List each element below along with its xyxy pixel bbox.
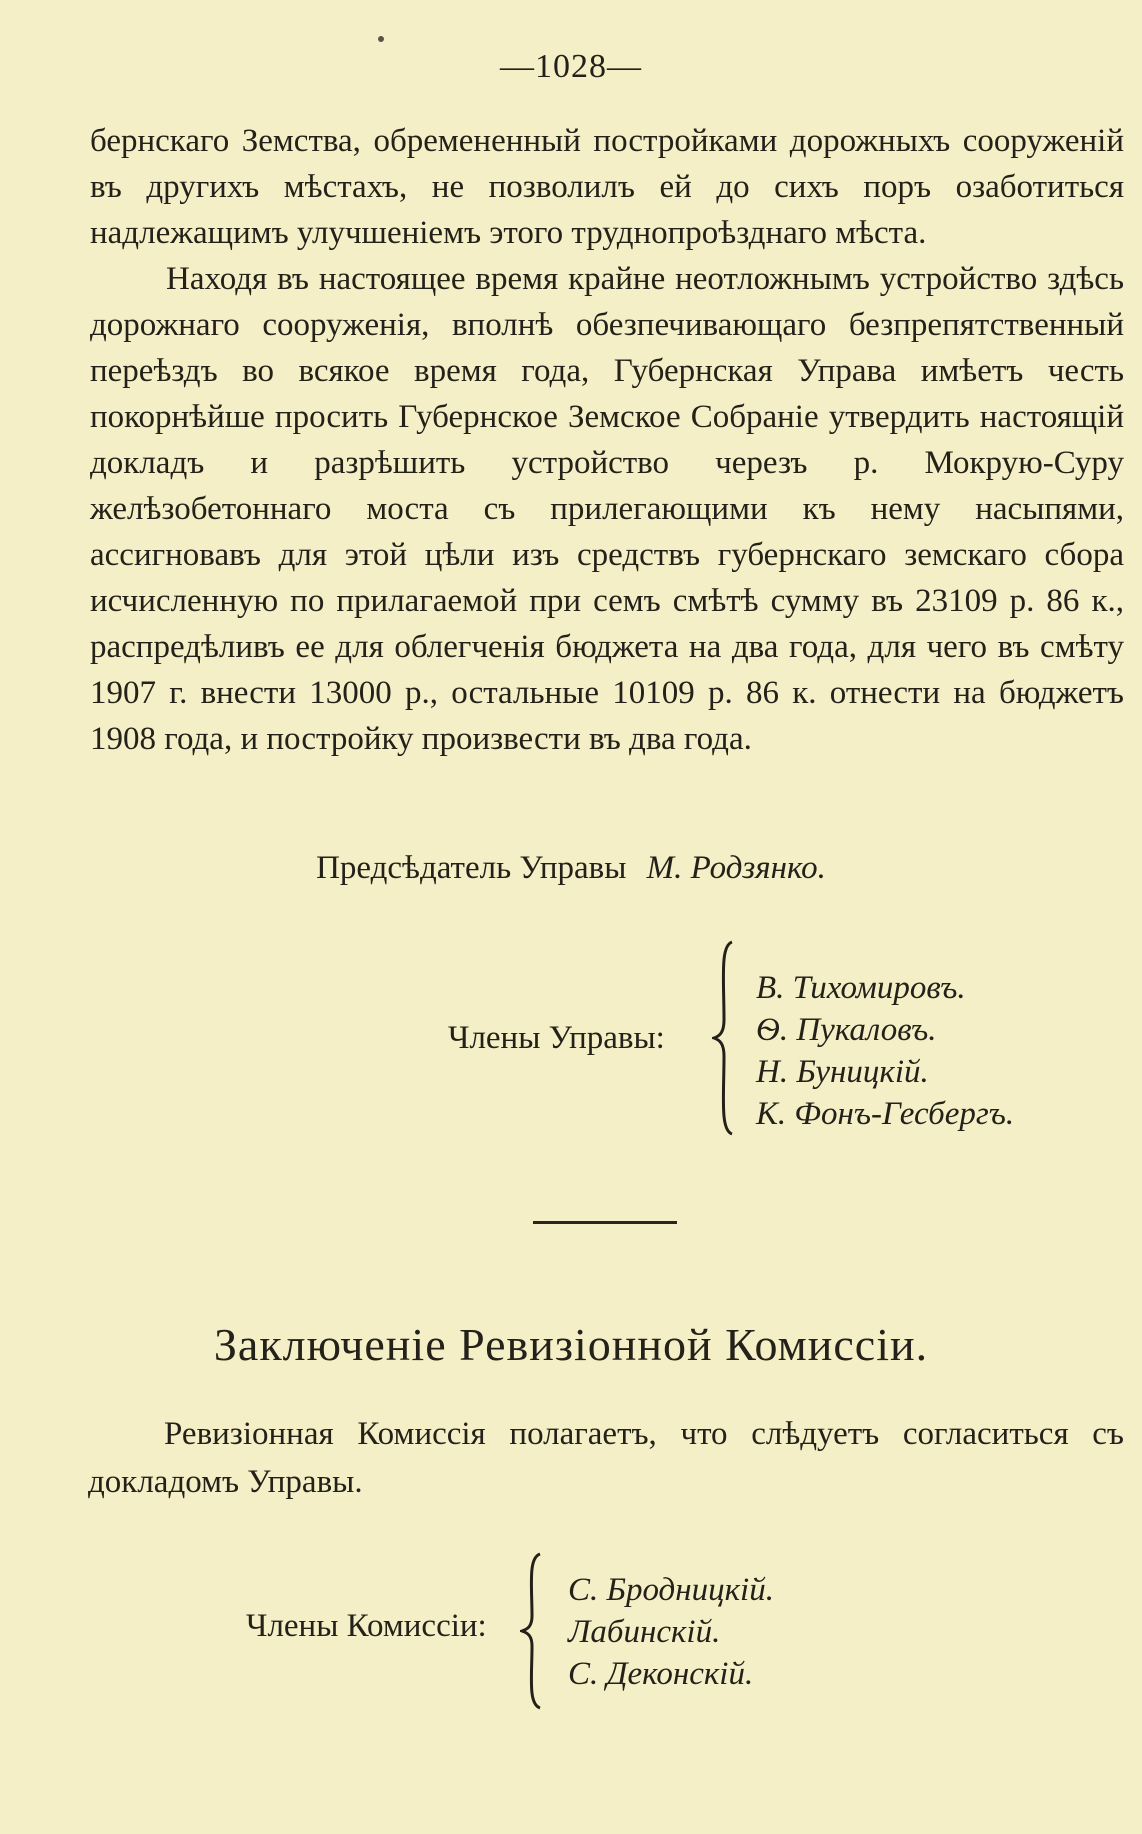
chairman-signature	[0, 850, 1142, 887]
board-members-brace	[712, 940, 736, 1136]
paragraph-continuation: бернскаго Земства, обремененный постройками дорожныхъ сооруженій въ другихъ мѣстахъ, не позволилъ ей до сихъ поръ озаботиться надлежащимъ улучшеніемъ этого труднопроѣзднаго мѣста.	[90, 123, 1124, 251]
paragraph-request: Находя въ настоящее время крайне неотложнымъ устройство здѣсь дорожнаго сооруженія, вполнѣ обезпечивающаго безпрепятственный переѣздъ во всякое время года, Губернская Управа имѣетъ честь покорнѣйше просить Губернское Земское Собраніе утвердить настоящій докладъ и разрѣшить устройство черезъ р. Мокрую-Суру желѣзобетоннаго моста съ прилегающими къ нему насыпями, ассигновавъ для этой цѣли изъ средствъ губернскаго земскаго сбора исчисленную по прилагаемой при семъ смѣтѣ сумму въ 23109 р. 86 к., распредѣливъ ее для облегченія бюджета на два года, для чего въ смѣту 1907 г. внести 13000 р., остальные 10109 р. 86 к. отнести на бюджетъ 1908 года, и постройку произвести въ два года.	[90, 261, 1124, 757]
commission-member-name: Лабинскій.	[568, 1614, 721, 1650]
board-members-label: Члены Управы:	[448, 1020, 665, 1056]
board-members-list	[756, 967, 1014, 1135]
board-member-name: К. Фонъ-Гесбергъ.	[756, 1096, 1015, 1132]
section-heading: Заключеніе Ревизіонной Комиссіи.	[213, 1319, 929, 1370]
ink-speck	[378, 36, 384, 42]
commission-members-label: Члены Комиссіи:	[246, 1608, 487, 1644]
conclusion-paragraph: Ревизіонная Комиссія полагаетъ, что слѣдуетъ согласиться съ докладомъ Управы.	[88, 1416, 1124, 1500]
board-member-name: Н. Буницкій.	[756, 1054, 929, 1090]
chairman-name: М. Родзянко.	[646, 850, 826, 886]
section-divider	[533, 1221, 677, 1224]
board-member-name: Ѳ. Пукаловъ.	[756, 1012, 937, 1048]
chairman-title: Предсѣдатель Управы	[316, 850, 627, 886]
board-member-name: В. Тихомировъ.	[756, 970, 966, 1006]
page-number: —1028—	[500, 48, 642, 85]
report-body	[90, 118, 1124, 762]
commission-member-name: С. Деконскій.	[568, 1656, 754, 1692]
conclusion-body	[88, 1410, 1124, 1506]
commission-members-list	[568, 1569, 774, 1695]
commission-member-name: С. Бродницкій.	[568, 1572, 774, 1608]
commission-members-brace	[520, 1552, 544, 1710]
